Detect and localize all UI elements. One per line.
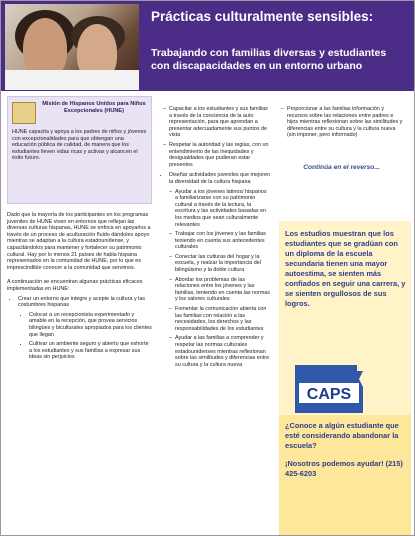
left-column — [7, 96, 152, 361]
continue-note: Continúa en el reverso... — [303, 163, 380, 171]
hune-body: HUNE capacita y apoya a los padres de niños y jóvenes con excepcionalidades para que obtengan una educación pública de calidad, de manera que los estudiantes lleven vidas ricas y activas y alcancen el éxito futuro. — [12, 129, 147, 162]
students-photo — [5, 4, 139, 90]
graduation-stat-box — [279, 221, 411, 535]
middle-column — [161, 103, 271, 368]
list-item: – Trabajar con los jóvenes y las familias teniendo en cuenta sus antecedentes culturales — [175, 231, 271, 251]
hune-mission-box — [7, 96, 152, 204]
page-subtitle: Trabajando con familias diversas y estudiantes con discapacidades en un entorno urbano — [151, 47, 387, 72]
practices-list — [161, 172, 271, 185]
sub-list — [161, 189, 271, 369]
intro-paragraph: Dado que la mayoría de los participantes en los programas juveniles de HUNE viven en entornos que reflejan las diversas culturas hispanas, HUNE se enfoca en apoyarlos a través de un proceso de aculturación fluido dándoles apoyo mientras se adaptan a la cultura estadounidense, y capacitándolos para mantener y fortalecer su patrimonio cultural. Hay por lo menos 21 países de habla hispana representados en la comunidad de HUNE, por lo que es imprescindible conocer a la comunidad que servimos. — [7, 212, 151, 271]
practices-lead: A continuación se encuentran algunas prácticas eficaces implementadas en HUNE: — [7, 279, 143, 292]
help-box — [279, 415, 411, 535]
practices-list — [7, 296, 152, 309]
right-column — [279, 103, 404, 172]
dropout-question: ¿Conoce a algún estudiante que esté considerando abandonar la escuela? — [285, 421, 399, 450]
list-item: – Conectar las culturas del hogar y la escuela, y realzar la importancia del bilingüismo y la doble cultura — [175, 254, 271, 274]
list-item: – Ayudar a los jóvenes latinos/ hispanos a familiarizarse con su patrimonio cultural a través de la lectura, la escritura y las actividades basadas en los medios que sean culturalmente relevantes — [175, 189, 271, 229]
list-item: • Diseñar actividades juveniles que mejoren la diversidad de la cultura hispana — [169, 172, 271, 185]
list-item: – Proporcionar a las familias información y recursos sobre las relaciones entre padres e hijos mientras reflexionan sobre las similitudes y diferencias entre su cultura y la cultura nueva (sin imponer, pero informado) — [287, 106, 404, 139]
hune-title: Misión de Hispanos Unidos para Niños Excepcionales (HUNE) — [42, 101, 146, 114]
sub-list — [161, 106, 271, 168]
hune-logo-icon — [12, 102, 36, 124]
page-title: Prácticas culturalmente sensibles: — [151, 9, 374, 24]
list-item: • Colocar a un recepcionista experimentado y amable en la recepción, que provea servicios bilingües y biculturales apropiados para los clientes que llegan — [29, 312, 152, 338]
list-item: – Fomentar la comunicación abierta con las familias con relación a las necesidades, los derechos y las responsabilidades de los estudiantes — [175, 306, 271, 332]
sub-list — [7, 312, 152, 361]
caps-logo-text: CAPS — [306, 386, 352, 403]
list-item: – Capacitar a los estudiantes y sus familias a través de la conciencia de la auto representación, para que aprendan a presentar adecuadamente sus puntos de vista — [169, 106, 271, 139]
sub-list — [279, 106, 404, 139]
list-item: • Crear un entorno que integre y acepte la cultura y las costumbres hispanas — [18, 296, 152, 309]
list-item: – Ayudar a las familias a comprender y respetar las normas culturales estadounidenses mientras reflexionan sobre las similitudes y diferencias entre su cultura y la cultura nueva — [175, 335, 271, 368]
header-banner — [1, 1, 414, 91]
graduation-stat: Los estudios muestran que los estudiantes que se gradúan con un diploma de la escuela secundaria tienen una mayor autoestima, se sienten más confiados en seguir una carrera, y se sienten orgullosos de sus logros. — [285, 229, 406, 308]
list-item: • Cultivar un ambiente seguro y abierto que exhorte a los estudiantes y sus familias a expresar sus ideas sin perjuicios — [29, 341, 152, 361]
list-item: – Respetar la autoridad y las reglas, con un entendimiento de las inequidades y desigualdades que pudieran estar presentes — [169, 142, 271, 168]
help-phone: ¡Nosotros podemos ayudar! (215) 425-6203 — [285, 459, 403, 478]
caps-logo-icon — [291, 361, 367, 419]
list-item: – Abordar los problemas de las relaciones entre los jóvenes y las familias, teniendo en cuenta las normas y los valores culturales — [175, 277, 271, 303]
